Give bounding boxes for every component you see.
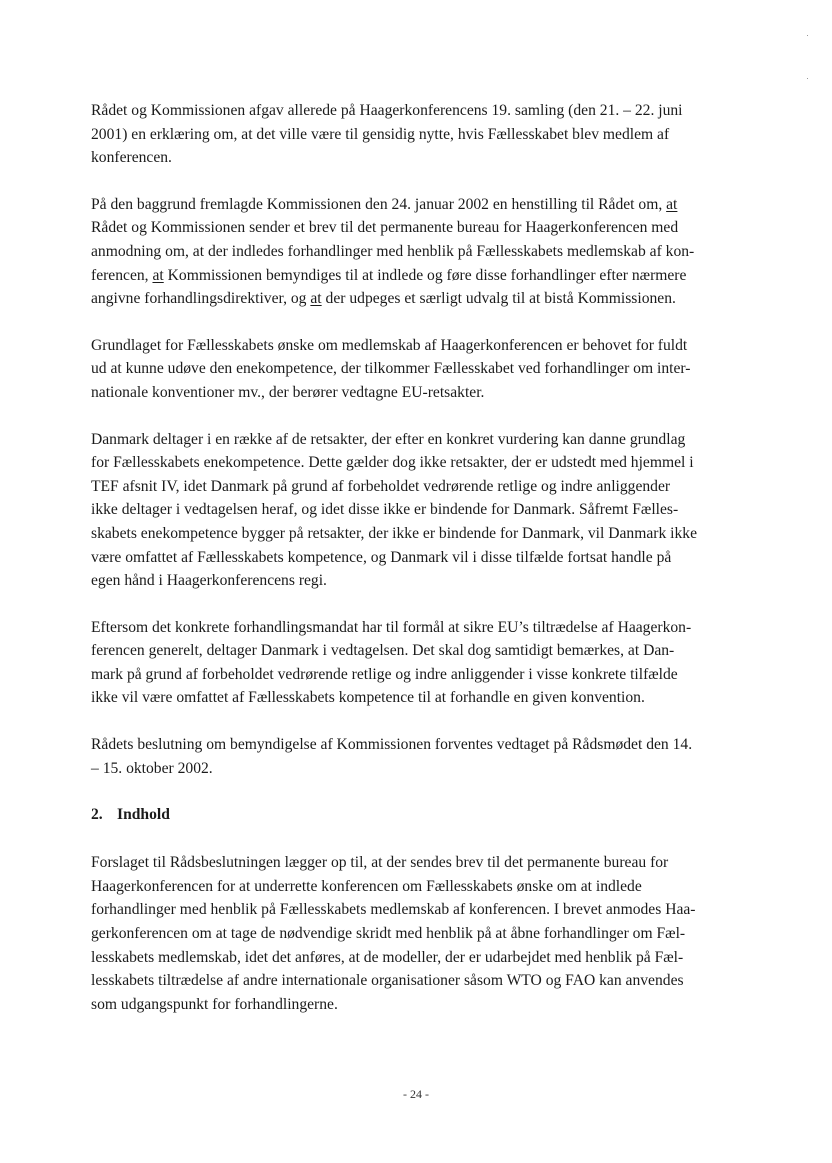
paragraph-7	[91, 851, 751, 1016]
text-line: Haagerkonferencen for at underrette konferencen om Fællesskabets ønske om at indlede	[91, 877, 642, 895]
text-line: Grundlaget for Fællesskabets ønske om medlemskab af Haagerkonferencen er behovet for fuldt	[91, 336, 688, 354]
text-line: Rådet og Kommissionen sender et brev til det permanente bureau for Haagerkonferencen med	[91, 219, 679, 237]
underlined-word: at	[152, 266, 164, 284]
text-line: ud at kunne udøve den enekompetence, der tilkommer Fællesskabet ved forhandlinger om inter-	[91, 360, 691, 378]
section-title: Indhold	[117, 806, 170, 824]
text-line: egen hånd i Haagerkonferencens regi.	[91, 572, 327, 590]
underlined-word: at	[666, 195, 678, 213]
paragraph-4	[91, 428, 751, 593]
page-number: - 24 -	[403, 1087, 429, 1101]
text-line: TEF afsnit IV, idet Danmark på grund af forbeholdet vedrørende retlige og indre anliggender	[91, 477, 671, 495]
text-line: ikke vil være omfattet af Fællesskabets kompetence til at forhandle en given konvention.	[91, 689, 645, 707]
text-line: mark på grund af forbeholdet vedrørende retlige og indre anliggender i visse konkrete tilfælde	[91, 665, 678, 683]
scan-speck	[807, 78, 808, 79]
text-fragment: der udpeges et særligt udvalg til at bistå Kommissionen.	[321, 290, 676, 308]
scan-speck	[807, 35, 808, 36]
section-heading	[91, 803, 751, 826]
text-line: lesskabets medlemskab, idet det anføres, at de modeller, der er udarbejdet med henblik på Fæl-	[91, 948, 684, 966]
text-line: Rådets beslutning om bemyndigelse af Kommissionen forventes vedtaget på Rådsmødet den 14.	[91, 736, 693, 754]
text-fragment: angivne forhandlingsdirektiver, og	[91, 290, 311, 308]
text-line: for Fællesskabets enekompetence. Dette gælder dog ikke retsakter, der er udstedt med hjemmel i	[91, 454, 694, 472]
text-line: nationale konventioner mv., der berører vedtagne EU-retsakter.	[91, 383, 485, 401]
text-line: forhandlinger med henblik på Fællesskabets medlemskab af konferencen. I brevet anmodes Haa-	[91, 901, 696, 919]
text-line	[91, 193, 751, 217]
text-line: 2001) en erklæring om, at det ville være til gensidig nytte, hvis Fællesskabet blev medlem af	[91, 125, 670, 143]
text-line: Forslaget til Rådsbeslutningen lægger op til, at der sendes brev til det permanente bureau for	[91, 854, 669, 872]
text-line: Danmark deltager i en række af de retsakter, der efter en konkret vurdering kan danne grundlag	[91, 430, 686, 448]
text-fragment: Kommissionen bemyndiges til at indlede og føre disse forhandlinger efter nærmere	[163, 266, 687, 284]
text-line: være omfattet af Fællesskabets kompetence, og Danmark vil i disse tilfælde fortsat handle på	[91, 548, 672, 566]
text-line: gerkonferencen om at tage de nødvendige skridt med henblik på at åbne forhandlinger om Fæl-	[91, 925, 686, 943]
section-number: 2.	[91, 806, 103, 824]
text-line: anmodning om, at der indledes forhandlinger med henblik på Fællesskabets medlemskab af kon-	[91, 242, 695, 260]
text-line: konferencen.	[91, 149, 172, 167]
paragraph-3	[91, 334, 751, 405]
text-line	[91, 264, 751, 288]
text-line: skabets enekompetence bygger på retsakter, der ikke er bindende for Danmark, vil Danmark ikke	[91, 524, 697, 542]
text-line: Rådet og Kommissionen afgav allerede på Haagerkonferencens 19. samling (den 21. – 22. juni	[91, 102, 683, 119]
text-line: som udgangspunkt for forhandlingerne.	[91, 995, 338, 1013]
text-line: Eftersom det konkrete forhandlingsmandat har til formål at sikre EU’s tiltrædelse af Haagerkon-	[91, 618, 692, 636]
text-fragment: På den baggrund fremlagde Kommissionen den 24. januar 2002 en henstilling til Rådet om,	[91, 195, 667, 213]
text-line: lesskabets tiltrædelse af andre internationale organisationer såsom WTO og FAO kan anvendes	[91, 972, 684, 990]
paragraph-6	[91, 733, 751, 780]
paragraph-2	[91, 193, 751, 311]
text-line: ferencen generelt, deltager Danmark i vedtagelsen. Det skal dog samtidigt bemærkes, at Dan-	[91, 642, 675, 660]
text-line	[91, 287, 751, 311]
paragraph-1	[91, 99, 751, 170]
document-page	[91, 99, 751, 1039]
text-fragment: ferencen,	[91, 266, 153, 284]
paragraph-5	[91, 616, 751, 710]
text-line: – 15. oktober 2002.	[91, 759, 213, 777]
text-line: ikke deltager i vedtagelsen heraf, og idet disse ikke er bindende for Danmark. Såfremt Fælles-	[91, 501, 679, 519]
underlined-word: at	[310, 290, 322, 308]
